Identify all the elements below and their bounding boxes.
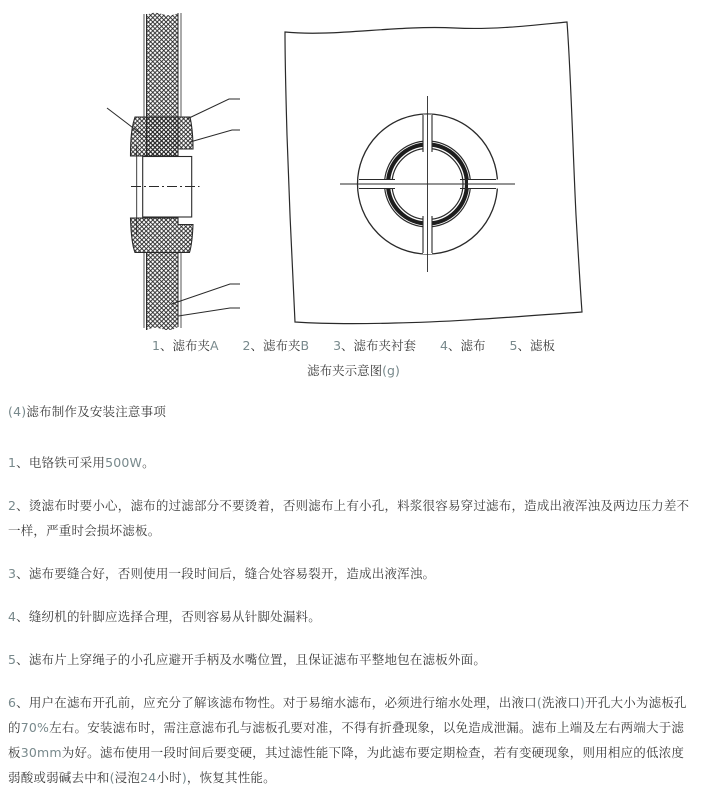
instruction-item-2: 2、烫滤布时要小心，滤布的过滤部分不要烫着，否则滤布上有小孔，料浆很容易穿过滤布，造成出液浑浊及两边压力差不一样，严重时会损坏滤板。 [8, 498, 690, 538]
instruction-item-6: 6、用户在滤布开孔前，应充分了解该滤布物性。对于易缩水滤布，必须进行缩水处理，出液口(洗液口)开孔大小为滤板孔的70%左右。安装滤布时，需注意滤布孔与滤板孔要对准，不得有折叠现象，以免造成泄漏。滤布上端及左右两端大于滤板30mm为好。滤布使用一段时间后要变硬，其过滤性能下降，为此滤布要定期检查，若有变硬现象，则用相应的低浓度弱酸或弱碱去中和(浸泡24小时)，恢复其性能。 [8, 695, 687, 785]
caption-item: 2、滤布夹B [242, 338, 310, 353]
figure-title: 滤布夹示意图(g) [307, 363, 400, 378]
filter-clamp-section-diagram [100, 0, 240, 338]
caption-item: 5、滤板 [509, 338, 555, 353]
plate-outline [285, 22, 582, 324]
instructions-section [0, 399, 707, 790]
caption-item: 4、滤布 [440, 338, 486, 353]
figure-caption-row [0, 337, 707, 355]
instruction-item-4: 4、缝纫机的针脚应选择合理，否则容易从针脚处漏料。 [8, 609, 321, 624]
section-heading: (4)滤布制作及安装注意事项 [8, 404, 167, 419]
clamp-lower [131, 218, 194, 253]
clamp-upper [131, 117, 194, 156]
caption-item: 3、滤布夹衬套 [333, 338, 417, 353]
instruction-item-5: 5、滤布片上穿绳子的小孔应避开手柄及水嘴位置，且保证滤布平整地包在滤板外面。 [8, 652, 487, 667]
caption-item: 1、滤布夹A [152, 338, 219, 353]
instruction-item-3: 3、滤布要缝合好，否则使用一段时间后，缝合处容易裂开，造成出液浑浊。 [8, 566, 436, 581]
crosshair-lines [340, 96, 515, 272]
filter-plate-bottom [147, 253, 179, 331]
filter-clamp-front-diagram [275, 15, 600, 330]
instruction-item-1: 1、电铬铁可采用500W。 [8, 455, 155, 470]
